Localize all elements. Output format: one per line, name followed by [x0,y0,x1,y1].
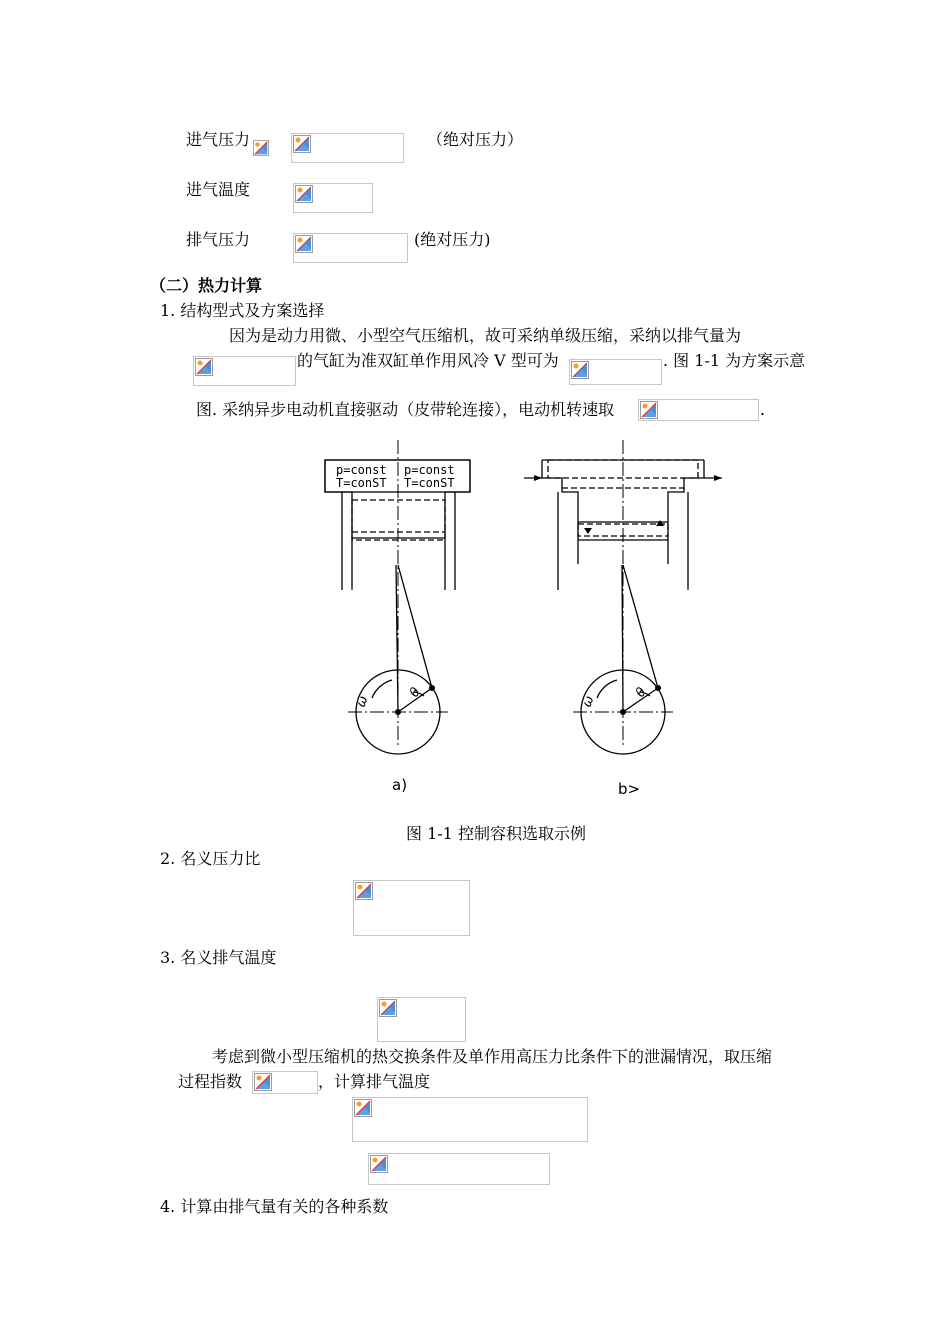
broken-image-icon [571,361,589,379]
paragraph-line-3a: 图. 采纳异步电动机直接驱动（皮带轮连接），电动机转速取 [196,400,615,419]
broken-image-icon [295,185,313,203]
paragraph2-line-2a: 过程指数 [178,1072,243,1091]
svg-text:θ: θ [632,685,650,701]
item4-title: 4. 计算由排气量有关的各种系数 [160,1197,389,1216]
formula-image-process-index [252,1071,318,1094]
fig-text-t-const-1: T=conST [336,476,387,490]
item3-title: 3. 名义排气温度 [160,948,277,967]
intake-temp-label: 进气温度 [186,180,251,199]
formula-image-pressure-ratio [353,880,470,936]
svg-text:ω: ω [353,694,372,710]
formula-image-temp-calc-1 [352,1097,588,1142]
formula-image-intake-temp [293,183,373,213]
broken-image-icon [355,882,373,900]
svg-text:ω: ω [579,694,598,710]
broken-image-icon [354,1099,372,1117]
intake-pressure-note: （绝对压力） [427,130,524,149]
broken-image-icon [640,401,658,419]
item1-title: 1. 结构型式及方案选择 [160,301,325,320]
formula-image-displacement [193,356,296,386]
item2-title: 2. 名义压力比 [160,849,261,868]
broken-image-icon [379,999,397,1017]
paragraph-line-2a: 的气缸为准双缸单作用风冷 V 型可为 [297,351,559,370]
broken-image-icon [293,135,311,153]
paragraph-line-2b: . 图 1-1 为方案示意 [663,351,806,370]
fig-label-a: a) [392,776,408,794]
paragraph2-line-2b: ，计算排气温度 [318,1072,431,1091]
paragraph-line-3b: . [760,400,766,419]
section-title: （二）热力计算 [150,276,263,295]
formula-image-intake-pressure [291,133,404,163]
broken-image-icon [370,1155,388,1173]
exhaust-pressure-note: (绝对压力) [414,230,491,249]
broken-image-icon [195,358,213,376]
figure-caption: 图 1-1 控制容积选取示例 [406,824,586,843]
paragraph2-line-1: 考虑到微小型压缩机的热交换条件及单作用高压力比条件下的泄漏情况，取压缩 [212,1047,773,1066]
svg-text:θ: θ [406,685,424,701]
exhaust-pressure-label: 排气压力 [186,230,251,249]
formula-image-type [569,359,662,385]
fig-text-p-const-2: p=const [404,463,455,477]
fig-text-t-const-2: T=conST [404,476,455,490]
broken-image-icon [295,235,313,253]
intake-pressure-label: 进气压力 [186,130,251,149]
fig-text-p-const-1: p=const [336,463,387,477]
fig-label-b: b> [618,780,641,798]
control-volume-figure [320,440,740,810]
formula-image-exhaust-temp [377,997,466,1042]
broken-image-icon [253,138,269,158]
formula-image-temp-calc-2 [368,1153,550,1185]
formula-image-exhaust-pressure [293,233,408,263]
formula-image-motor-speed [638,399,759,421]
paragraph-line-1: 因为是动力用微、小型空气压缩机，故可采纳单级压缩，采纳以排气量为 [229,326,742,345]
broken-image-icon [254,1073,272,1091]
